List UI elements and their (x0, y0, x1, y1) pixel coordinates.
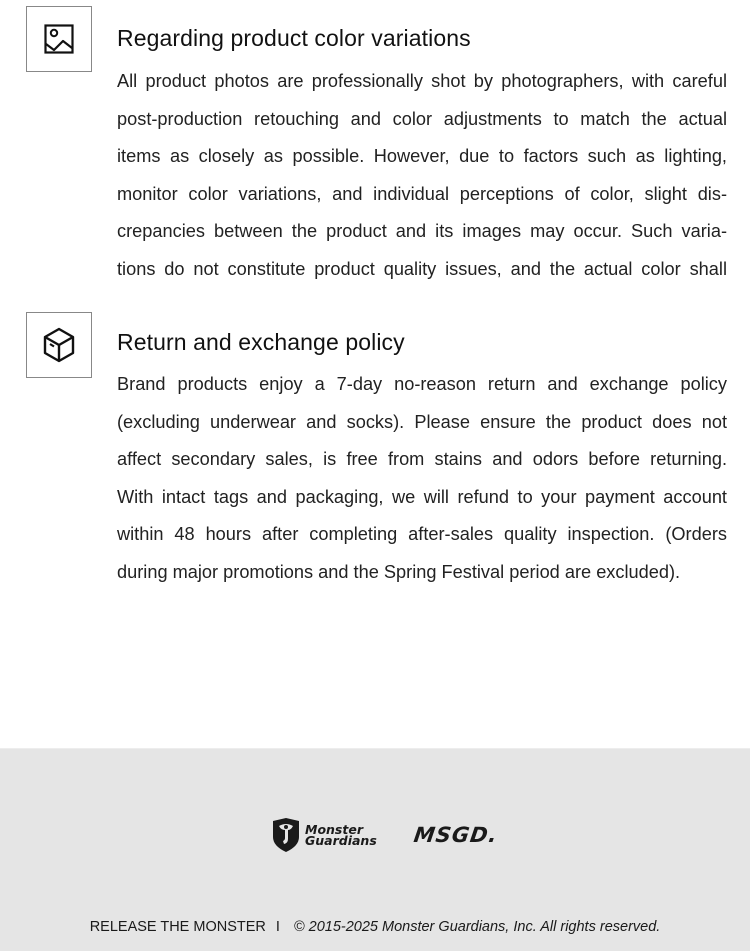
body-line: Brand products enjoy a 7-day no-reason return and exchange policy (117, 374, 727, 394)
body-line: With intact tags and packaging, we will refund to your payment account (117, 486, 727, 507)
box-icon-box (26, 312, 92, 378)
body-line: post-production retouching and color adjustments to match the actual (117, 108, 727, 129)
section-body (117, 366, 727, 592)
body-line: within 48 hours after completing after-sales quality inspection. (Orders (117, 524, 727, 545)
slogan: RELEASE THE MONSTER (89, 919, 266, 935)
image-icon (44, 24, 74, 54)
section-title: Return and exchange policy (117, 329, 405, 355)
msgd-logo[interactable]: MSGD. (412, 823, 500, 847)
body-line: tions do not constitute product quality issues, and the actual color shall (117, 258, 727, 279)
box-icon (42, 327, 76, 363)
monster-guardians-logo[interactable] (271, 817, 377, 853)
color-variations-section (0, 0, 750, 290)
body-line: crepancies between the product and its images may occur. Such varia- (117, 221, 727, 242)
image-icon-box (26, 6, 92, 72)
body-line: monitor color variations, and individual perceptions of color, slight dis- (117, 183, 727, 204)
section-body (117, 63, 727, 289)
logo-line-1: Monster (305, 822, 363, 837)
body-line: during major promotions and the Spring Festival period are excluded). (117, 561, 681, 582)
monster-guardians-wordmark (305, 824, 377, 846)
body-line: (excluding underwear and socks). Please ensure the product does not (117, 411, 727, 432)
footer-logos (0, 817, 750, 853)
monster-shield-icon (271, 817, 301, 853)
section-title: Regarding product color variations (117, 25, 471, 51)
body-line: items as closely as possible. However, due to factors such as lighting, (117, 146, 727, 167)
footer-copyright-line (0, 919, 750, 935)
body-line: affect secondary sales, is free from stains and odors before returning. (117, 449, 727, 470)
return-policy-section (0, 300, 750, 600)
logo-line-2: Guardians (305, 833, 377, 848)
footer (0, 748, 750, 951)
separator: I (275, 919, 280, 935)
body-line: All product photos are professionally shot by photographers, with careful (117, 71, 727, 91)
copyright: © 2015-2025 Monster Guardians, Inc. All rights reserved. (293, 919, 661, 935)
